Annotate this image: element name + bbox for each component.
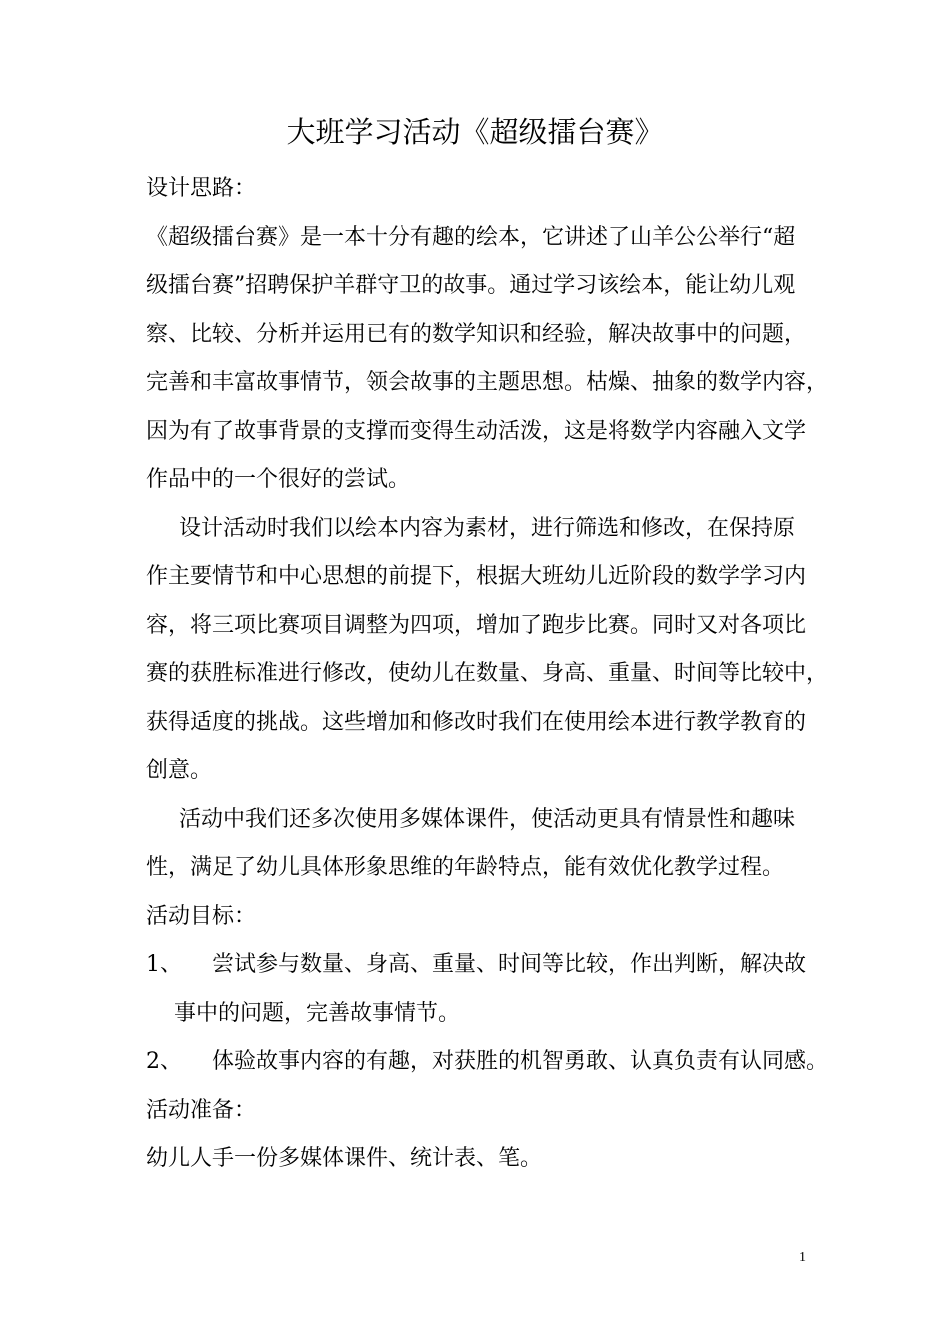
- goal-item-1: [146, 941, 807, 1038]
- paragraph-line: 容，将三项比赛项目调整为四项，增加了跑步比赛。同时又对各项比: [146, 612, 807, 638]
- prep-text: 幼儿人手一份多媒体课件、统计表、笔。: [146, 1146, 543, 1171]
- page-number: 1: [799, 1250, 806, 1265]
- paragraph-line: 创意。: [146, 758, 213, 783]
- design-paragraph-3: [146, 796, 807, 893]
- goal-text: 尝试参与数量、身高、重量、时间等比较，作出判断，解决故: [212, 952, 807, 977]
- paragraph-line: 活动中我们还多次使用多媒体课件，使活动更具有情景性和趣味: [179, 806, 796, 832]
- goal-first-line: [146, 941, 807, 990]
- design-paragraph-1: [146, 214, 829, 505]
- goal-continuation: 事中的问题，完善故事情节。: [174, 1000, 461, 1026]
- document-body: [146, 165, 829, 1184]
- paragraph-line: 赛的获胜标准进行修改，使幼儿在数量、身高、重量、时间等比较中，: [146, 661, 829, 686]
- paragraph-line: 因为有了故事背景的支撑而变得生动活泼，这是将数学内容融入文学: [146, 418, 807, 444]
- goal-number: 1、: [146, 952, 182, 977]
- goal-text: 体验故事内容的有趣，对获胜的机智勇敢、认真负责有认同感。: [212, 1049, 829, 1074]
- goal-first-line: [146, 1038, 829, 1087]
- paragraph-line: 察、比较、分析并运用已有的数学知识和经验，解决故事中的问题，: [146, 321, 807, 347]
- design-heading: 设计思路：: [146, 176, 257, 201]
- prep-heading: 活动准备：: [146, 1097, 257, 1123]
- paragraph-line: 《超级擂台赛》是一本十分有趣的绘本，它讲述了山羊公公举行“超: [146, 224, 796, 250]
- paragraph-line: 获得适度的挑战。这些增加和修改时我们在使用绘本进行教学教育的: [146, 709, 807, 735]
- paragraph-line: 完善和丰富故事情节，领会故事的主题思想。枯燥、抽象的数学内容，: [146, 370, 829, 395]
- paragraph-line: 级擂台赛”招聘保护羊群守卫的故事。通过学习该绘本，能让幼儿观: [146, 273, 796, 298]
- goals-heading: 活动目标：: [146, 903, 257, 929]
- goal-item-2: [146, 1038, 829, 1087]
- goal-number: 2、: [146, 1049, 182, 1074]
- document-title: 大班学习活动《超级擂台赛》: [286, 115, 664, 149]
- paragraph-line: 作主要情节和中心思想的前提下，根据大班幼儿近阶段的数学学习内: [146, 564, 807, 589]
- design-paragraph-2: [146, 505, 829, 796]
- paragraph-line: 作品中的一个很好的尝试。: [146, 467, 411, 492]
- paragraph-line: 性，满足了幼儿具体形象思维的年龄特点，能有效优化教学过程。: [146, 855, 785, 880]
- paragraph-line: 设计活动时我们以绘本内容为素材，进行筛选和修改，在保持原: [179, 515, 796, 541]
